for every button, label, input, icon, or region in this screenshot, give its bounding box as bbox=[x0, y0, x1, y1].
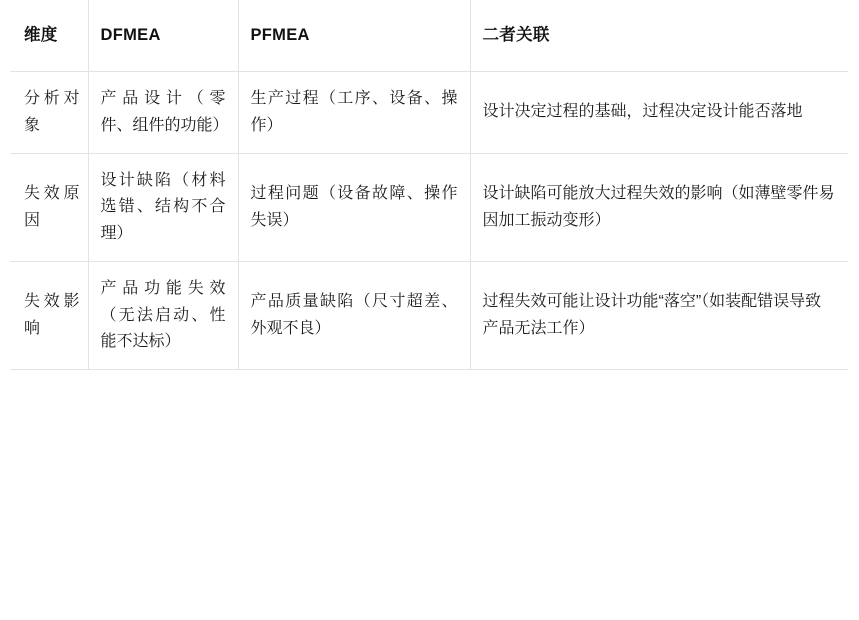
table-row bbox=[10, 72, 848, 154]
column-header-dfmea: DFMEA bbox=[88, 0, 238, 72]
cell-pfmea: 生产过程（工序、设备、操作） bbox=[238, 72, 470, 154]
cell-pfmea: 过程问题（设备故障、操作失误） bbox=[238, 154, 470, 262]
table-header bbox=[10, 0, 848, 72]
cell-pfmea: 产品质量缺陷（尺寸超差、外观不良） bbox=[238, 262, 470, 370]
column-header-relation: 二者关联 bbox=[470, 0, 848, 72]
cell-dfmea: 设计缺陷（材料选错、结构不合理） bbox=[88, 154, 238, 262]
table-row bbox=[10, 262, 848, 370]
table-row bbox=[10, 154, 848, 262]
cell-dimension: 分析对象 bbox=[10, 72, 88, 154]
column-header-pfmea: PFMEA bbox=[238, 0, 470, 72]
table-body bbox=[10, 72, 848, 370]
cell-dimension: 失效影响 bbox=[10, 262, 88, 370]
column-header-dimension: 维度 bbox=[10, 0, 88, 72]
cell-dfmea: 产品设计（零件、组件的功能） bbox=[88, 72, 238, 154]
cell-dfmea: 产品功能失效（无法启动、性能不达标） bbox=[88, 262, 238, 370]
cell-dimension: 失效原因 bbox=[10, 154, 88, 262]
dfmea-pfmea-comparison-table bbox=[10, 0, 848, 370]
cell-relation: 过程失效可能让设计功能“落空”（如装配错误导致产品无法工作） bbox=[470, 262, 848, 370]
table-header-row bbox=[10, 0, 848, 72]
cell-relation: 设计决定过程的基础，过程决定设计能否落地 bbox=[470, 72, 848, 154]
cell-relation: 设计缺陷可能放大过程失效的影响（如薄壁零件易因加工振动变形） bbox=[470, 154, 848, 262]
